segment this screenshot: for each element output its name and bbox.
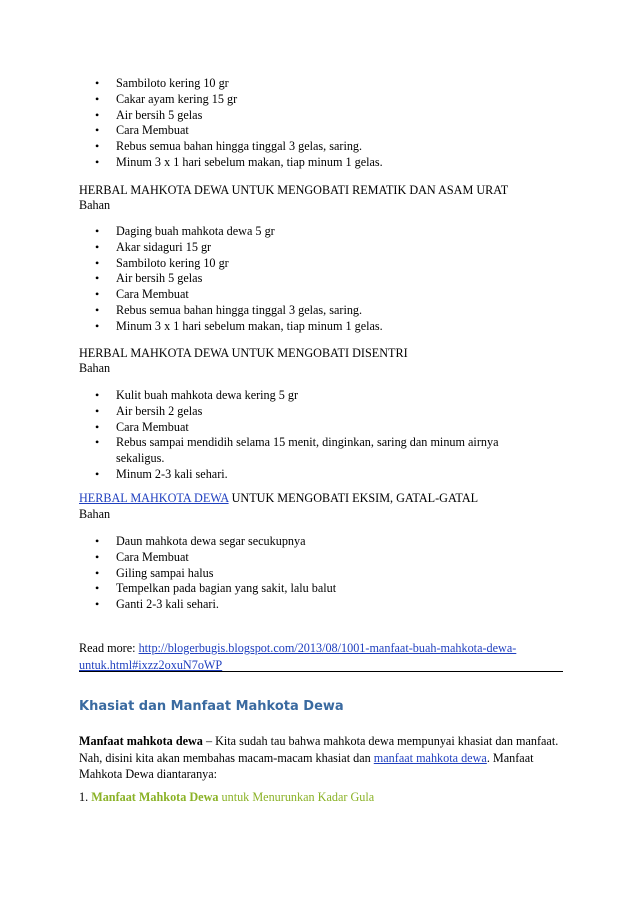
- list-item: • Cara Membuat: [95, 420, 540, 436]
- intro-bold: Manfaat mahkota dewa: [79, 734, 203, 748]
- list-item: • Air bersih 5 gelas: [95, 271, 540, 287]
- read-more: [79, 640, 569, 674]
- point-number: 1.: [79, 790, 92, 804]
- manfaat-mahkota-dewa-link[interactable]: manfaat mahkota dewa: [373, 750, 487, 765]
- read-more-label: Read more:: [79, 641, 139, 655]
- list-item: • Ganti 2-3 kali sehari.: [95, 597, 540, 613]
- section-title-eksim: [79, 491, 478, 506]
- bahan-label: Bahan: [79, 198, 111, 212]
- intro-paragraph: [79, 733, 564, 783]
- bahan-label: Bahan: [79, 507, 111, 521]
- list-item: • Cara Membuat: [95, 550, 540, 566]
- list-item: • Rebus sampai mendidih selama 15 menit, dinginkan, saring dan minum airnya sekaligus.: [95, 435, 540, 467]
- list-item: • Daging buah mahkota dewa 5 gr: [95, 224, 540, 240]
- ingredient-list-4: [95, 534, 540, 613]
- read-more-link[interactable]: http://blogerbugis.blogspot.com/2013/08/1001-manfaat-buah-mahkota-dewa-untuk.html#ixzz2oxuN7oWP: [79, 641, 517, 672]
- intro-text-end: . Manfaat Mahkota Dewa diantaranya:: [79, 750, 534, 782]
- list-item: • Cara Membuat: [95, 123, 540, 139]
- list-item: • Minum 3 x 1 hari sebelum makan, tiap minum 1 gelas.: [95, 319, 540, 335]
- list-item: • Air bersih 5 gelas: [95, 108, 540, 124]
- list-item: • Rebus semua bahan hingga tinggal 3 gelas, saring.: [95, 303, 540, 319]
- list-item: • Sambiloto kering 10 gr: [95, 256, 540, 272]
- list-item: • Tempelkan pada bagian yang sakit, lalu balut: [95, 581, 540, 597]
- point-subtitle: untuk Menurunkan Kadar Gula: [218, 790, 375, 804]
- point-1: [79, 790, 374, 805]
- list-item: • Giling sampai halus: [95, 566, 540, 582]
- list-item: • Daun mahkota dewa segar secukupnya: [95, 534, 540, 550]
- section-title-disentri: HERBAL MAHKOTA DEWA UNTUK MENGOBATI DISENTRI: [79, 346, 408, 360]
- section-heading: Khasiat dan Manfaat Mahkota Dewa: [79, 699, 344, 714]
- ingredient-list-2: [95, 224, 540, 335]
- list-item: • Sambiloto kering 10 gr: [95, 76, 540, 92]
- list-item: • Cakar ayam kering 15 gr: [95, 92, 540, 108]
- section-title-rematik: HERBAL MAHKOTA DEWA UNTUK MENGOBATI REMATIK DAN ASAM URAT: [79, 183, 509, 197]
- list-item: • Akar sidaguri 15 gr: [95, 240, 540, 256]
- section-title-rest: UNTUK MENGOBATI EKSIM, GATAL-GATAL: [228, 491, 479, 505]
- list-item: • Rebus semua bahan hingga tinggal 3 gelas, saring.: [95, 139, 540, 155]
- intro-text: – Kita sudah tau bahwa mahkota dewa mempunyai khasiat dan manfaat. Nah, disini kita akan membahas macam-macam khasiat dan: [79, 734, 559, 765]
- list-item: • Cara Membuat: [95, 287, 540, 303]
- list-item: • Air bersih 2 gelas: [95, 404, 540, 420]
- ingredient-list-1: [95, 76, 540, 171]
- mahkota-dewa-link[interactable]: HERBAL MAHKOTA DEWA: [79, 491, 229, 505]
- divider: [79, 671, 563, 672]
- ingredient-list-3: [95, 388, 540, 483]
- list-item: • Minum 3 x 1 hari sebelum makan, tiap minum 1 gelas.: [95, 155, 540, 171]
- list-item: • Minum 2-3 kali sehari.: [95, 467, 540, 483]
- point-title: Manfaat Mahkota Dewa: [91, 790, 219, 804]
- list-item: • Kulit buah mahkota dewa kering 5 gr: [95, 388, 540, 404]
- bahan-label: Bahan: [79, 361, 111, 375]
